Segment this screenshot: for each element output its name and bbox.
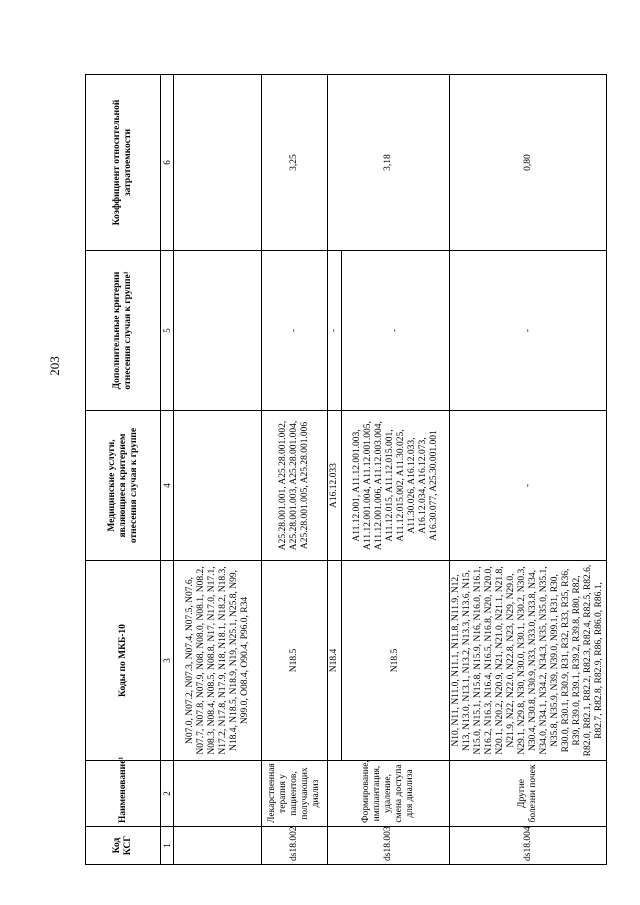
cell-code: ds18.004 [450,827,607,865]
header-name: Наименование¹ [86,761,161,827]
cell-name: Лекарственная терапия у пациентов, получающих диализ [262,761,328,827]
cell-services [174,411,262,561]
col-number: 1 [161,827,174,865]
cell-code [174,827,262,865]
cell-coef: 3,18 [328,75,450,251]
cell-criteria: - [328,251,342,411]
page-number: 203 [47,356,62,376]
table-row [328,75,342,865]
table-row [174,75,262,865]
col-number: 2 [161,761,174,827]
cell-name: Формирование, имплантация, удаление, смена доступа для диализа [328,761,450,827]
cell-criteria [174,251,262,411]
cell-icd: N18.5 [342,561,450,761]
cell-criteria: - [342,251,450,411]
header-code: Код КСГ [86,827,161,865]
cell-coef: 0,80 [450,75,607,251]
cell-icd: N18.4 [328,561,342,761]
col-number: 3 [161,561,174,761]
cell-icd: N07.0, N07.2, N07.3, N07.4, N07.5, N07.6, N07.7, N07.8, N07.9, N08, N08.0, N08.1, N08.2, N08.3, N08.4, N08.5, N08.8, N17, N17.0, N17.1, N17.2, N17.8, N17.9, N18, N18.1, N18.2, N18.3, N18.4, N18.5, N18.9, N19, N25.1, N25.8, N99, N99.0, O08.4, O90.4, P96.0, R34 [174,561,262,761]
cell-criteria: - [450,251,607,411]
table-row [450,75,607,865]
cell-code: ds18.003 [328,827,450,865]
header-coef: Коэффициент относительной затратоемкости [86,75,161,251]
cell-criteria: - [262,251,328,411]
cell-services: A11.12.001, A11.12.001.003, A11.12.001.004, A11.12.001.005, A11.12.001.006, A11.12.003.004, A11.12.015, A11.12.015.001, A11.12.015.002, A11.30.025, A11.30.026, A16.12.033, A16.12.034, A16.12.073, A16.30.077, A25.30.001.001 [342,411,450,561]
rotated-table-wrapper [85,75,604,865]
header-services: Медицинские услуги, являющиеся критерием отнесения случая к группе [86,411,161,561]
col-number: 4 [161,411,174,561]
cell-services: A16.12.033 [328,411,342,561]
cell-services: - [450,411,607,561]
cell-coef [174,75,262,251]
cell-name: Другие болезни почек [450,761,607,827]
cell-coef: 3,25 [262,75,328,251]
cell-services: A25.28.001.001, A25.28.001.002, A25.28.001.003, A25.28.001.004, A25.28.001.005, A25.28.001.006 [262,411,328,561]
header-icd: Коды по МКБ-10 [86,561,161,761]
ksg-table [85,74,607,865]
col-number: 6 [161,75,174,251]
cell-icd: N10, N11, N11.0, N11.1, N11.8, N11.9, N12, N13, N13.0, N13.1, N13.2, N13.3, N13.6, N15, N15.0, N15.1, N15.8, N15.9, N16, N16.0, N16.1, N16.2, N16.3, N16.4, N16.5, N16.8, N20, N20.0, N20.1, N20.2, N20.9, N21, N21.0, N21.1, N21.8, N21.9, N22, N22.0, N22.8, N23, N29, N29.0, N29.1, N29.8, N30, N30.0, N30.1, N30.2, N30.3, N30.4, N30.8, N30.9, N33, N33.0, N33.8, N34, N34.0, N34.1, N34.2, N34.3, N35, N35.0, N35.1, N35.8, N35.9, N39, N39.0, N99.1, R31, R30, R30.0, R30.1, R30.9, R31, R32, R33, R35, R36, R39, R39.0, R39.1, R39.2, R39.8, R80, R82, R82.0, R82.1, R82.2, R82.3, R82.4, R82.5, R82.6, R82.7, R82.8, R82.9, R86, R86.0, R86.1, [450,561,607,761]
col-number: 5 [161,251,174,411]
table-row [262,75,328,865]
cell-icd: N18.5 [262,561,328,761]
header-row [86,75,161,865]
column-number-row [161,75,174,865]
cell-code: ds18.002 [262,827,328,865]
header-criteria: Дополнительные критерии отнесения случая к группе¹ [86,251,161,411]
cell-name [174,761,262,827]
